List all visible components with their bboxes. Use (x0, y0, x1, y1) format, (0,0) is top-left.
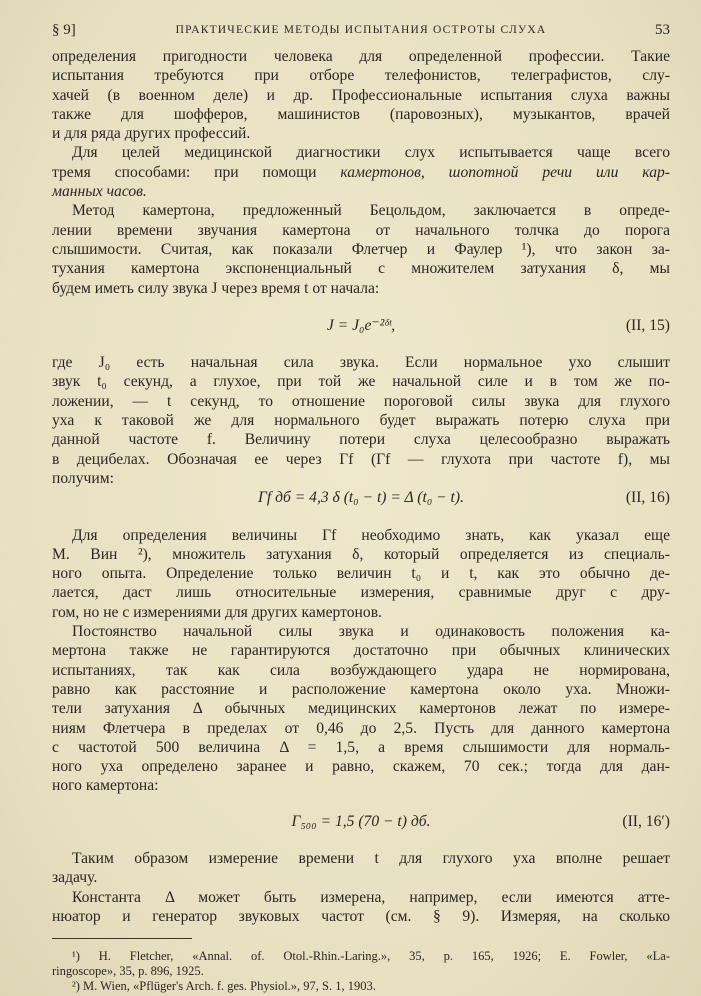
footnote-2: ²) M. Wien, «Pflüger's Arch. f. ges. Physiol.», 97, S. 1, 1903. (72, 979, 376, 994)
text-line: где J₀ есть начальная сила звука. Если нормальное ухо слышит (52, 354, 670, 372)
text-line: гом, но не с измерениями для других камертонов. (52, 603, 382, 621)
equation-expression: J = J₀e⁻²ᵟᵗ, (326, 316, 396, 334)
text-line: данной частоте f. Величину потери слуха целесообразно выражать (52, 431, 670, 449)
text-line: и для ряда других профессий. (52, 125, 251, 143)
footnotes (52, 949, 670, 994)
paragraph-5 (52, 526, 670, 622)
equation-number: (II, 16) (625, 489, 670, 507)
text-line: тухания камертона экспоненциальный с множителем затухания δ, мы (52, 260, 670, 278)
text-line: хачей (в военном деле) и др. Профессиональные испытания слуха важны (52, 86, 670, 104)
paragraph-7 (52, 849, 670, 888)
text-line: испытаниях, так как сила возбуждающего удара не нормирована, (52, 661, 670, 679)
text-line: М. Вин ²), множитель затухания δ, который определяется из специаль- (52, 545, 670, 563)
body-text (52, 47, 670, 994)
footnote-1-cont: ringoscope», 35, p. 896, 1925. (52, 964, 204, 979)
text-line: ниям Флетчера в пределах от 0,46 до 2,5. Пусть для данного камертона (52, 719, 670, 737)
text-line: Для целей медицинской диагностики слух испытывается чаще всего (72, 144, 670, 162)
text-line: лении времени звучания камертона от начального толчка до порога (52, 221, 670, 239)
section-marker: § 9] (52, 22, 76, 38)
running-header (52, 22, 670, 42)
text-line: тели затухания Δ обычных медицинских камертонов лежат по измере- (52, 700, 670, 718)
text-line: мертона также не гарантируются достаточно при обычных клинических (52, 642, 670, 660)
text-line: определения пригодности человека для определенной профессии. Такие (52, 48, 670, 65)
text-line: ного камертона: (52, 777, 159, 795)
text-line: получим: (52, 469, 114, 487)
paragraph-6 (52, 622, 670, 796)
footnote-divider (52, 938, 192, 939)
text-line: манных часов. (52, 183, 147, 201)
text-line: ного уха определено заранее и равно, скажем, 70 сек.; тогда для дан- (52, 758, 670, 776)
text-line: в децибелах. Обозначая ее через Γf (Γf — глухота при частоте f), мы (52, 450, 670, 468)
page-number: 53 (655, 22, 670, 38)
paragraph-8 (52, 888, 670, 927)
equation-II-16-prime (52, 812, 670, 831)
text-line: уха к таковой же для нормального будет выражать потерю слуха при (52, 412, 670, 430)
paragraph-4 (52, 353, 670, 488)
text-line: Для определения величины Γf необходимо знать, как указал еще (72, 526, 670, 544)
paragraph-2 (52, 143, 670, 201)
text-line (52, 163, 670, 182)
equation-number: (II, 15) (625, 316, 670, 334)
text-line: будем иметь силу звука J через время t от начала: (52, 279, 380, 297)
text-span: тремя способами: при помощи (52, 163, 341, 181)
equation-number: (II, 16′) (622, 812, 670, 830)
text-line: с частотой 500 величина Δ = 1,5, а время слышимости для нормаль- (52, 738, 670, 756)
italic-span: камертонов, шопотной речи или кар- (340, 163, 671, 181)
text-line: ложении, — t секунд, то отношение пороговой силы звука для глухого (52, 392, 670, 410)
footnote-1: ¹) H. Fletcher, «Annal. of. Otol.-Rhin.-Laring.», 35, p. 165, 1926; E. Fowler, «La- (72, 949, 670, 964)
text-line: также для шофферов, машинистов (паровозных), музыкантов, врачей (52, 105, 670, 123)
text-line: лается, даст лишь относительные измерения, сравнимые друг с дру- (52, 584, 670, 602)
text-line: Постоянство начальной силы звука и одинаковость положения ка- (72, 623, 670, 641)
paragraph-3 (52, 201, 670, 297)
text-line: Константа Δ может быть измерена, например, если имеются атте- (72, 888, 670, 906)
text-line: Метод камертона, предложенный Бецольдом, заключается в опреде- (72, 202, 670, 220)
text-line: Таким образом измерение времени t для глухого уха вполне решает (72, 849, 670, 867)
text-line: задачу. (52, 869, 98, 887)
text-line: нюатор и генератор звуковых частот (см. § 9). Измеряя, на сколько (52, 907, 670, 925)
text-line: испытания требуются при отборе телефонистов, телеграфистов, слу- (52, 67, 670, 85)
text-line: звук t₀ секунд, а глухое, при той же начальной силе и в том же по- (52, 373, 670, 391)
equation-II-15 (52, 316, 670, 335)
equation-expression: Γf дб = 4,3 δ (t₀ − t) = Δ (t₀ − t). (258, 489, 464, 507)
paragraph-1 (52, 47, 670, 143)
text-line: ного опыта. Определение только величин t₀ и t, как это обычно де- (52, 565, 670, 583)
equation-expression: Γ₅₀₀ = 1,5 (70 − t) дб. (291, 812, 431, 830)
equation-II-16 (52, 488, 670, 507)
chapter-title: ПРАКТИЧЕСКИЕ МЕТОДЫ ИСПЫТАНИЯ ОСТРОТЫ СЛУХА (175, 24, 547, 36)
text-line: равно как расстояние и расположение камертона около уха. Множи- (52, 680, 670, 698)
text-line: слышимости. Считая, как показали Флетчер и Фаулер ¹), что закон за- (52, 240, 670, 258)
